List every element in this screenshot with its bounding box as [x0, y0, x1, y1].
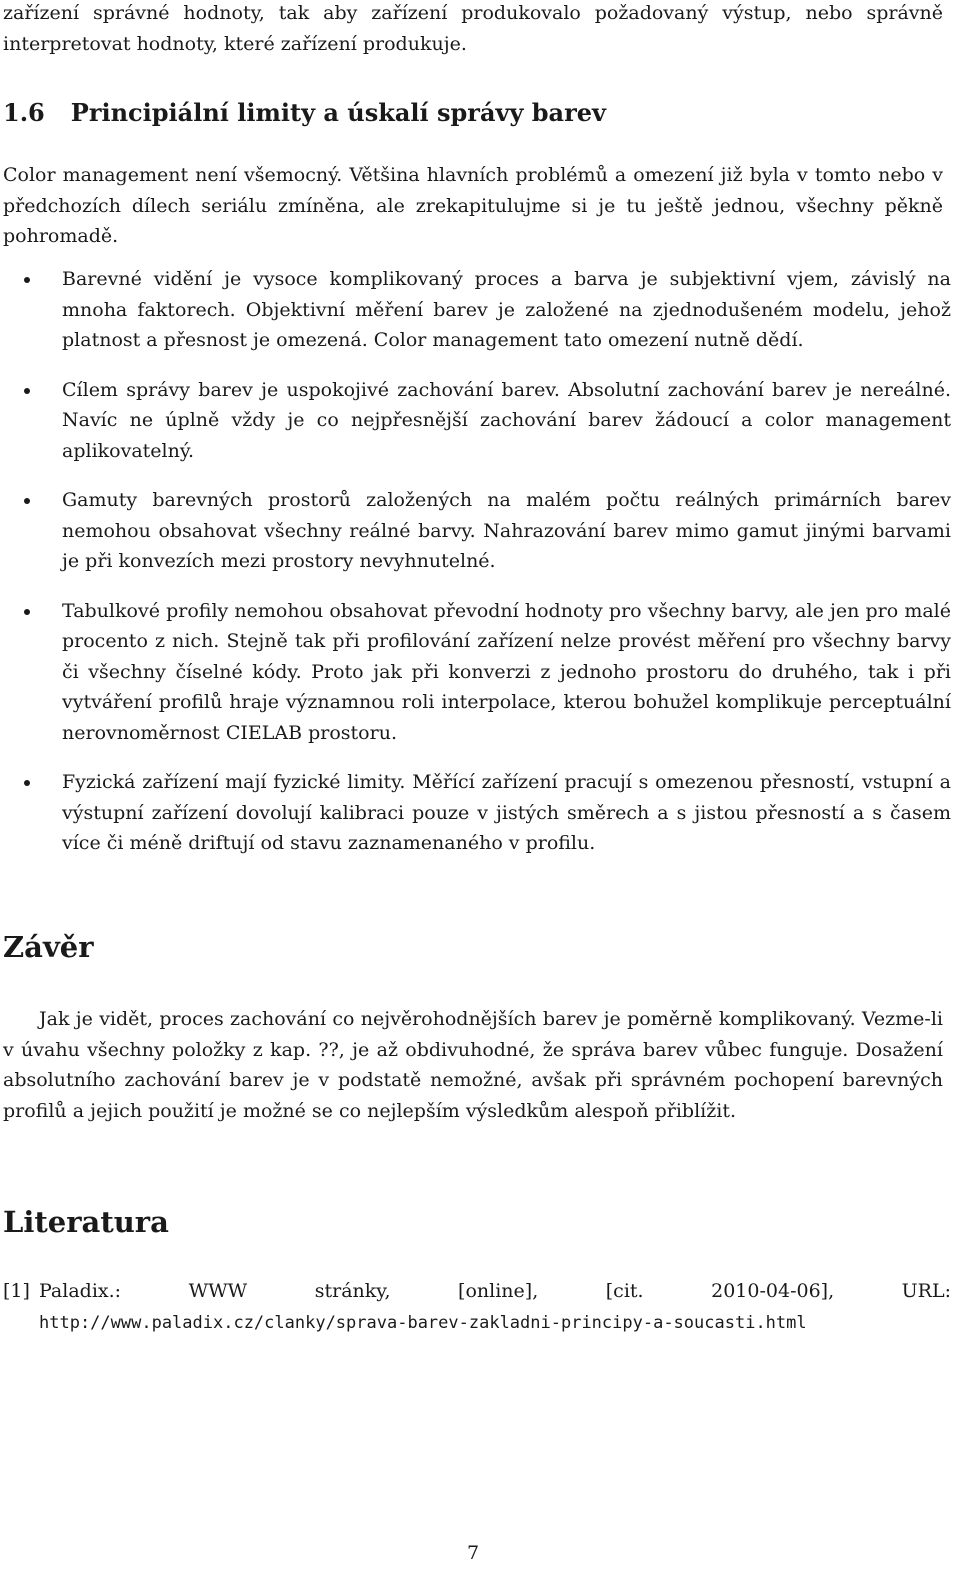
bullet-icon: [24, 609, 30, 615]
bullet-icon: [24, 277, 30, 283]
section-number: 1.6: [3, 98, 45, 127]
list-item: [3, 596, 951, 749]
section-intro-paragraph: Color management není všemocný. Většina hlavních problémů a omezení již byla v tomto nebo v předchozích dílech seriálu zmíněna, ale zrekapitulujme si je tu ještě jednou, všechny pěkně pohromadě.: [3, 164, 943, 247]
bibliography-text: Paladix.: WWW stránky, [online], [cit. 2010-04-06], URL:: [39, 1280, 951, 1302]
literature-heading: Literatura: [3, 1205, 169, 1239]
reference-link[interactable]: http://www.paladix.cz/clanky/sprava-barev-zakladni-principy-a-soucasti.html: [39, 1312, 807, 1333]
section-title: Principiální limity a úskalí správy barev: [70, 98, 606, 127]
bullet-icon: [24, 388, 30, 394]
limitations-list: [3, 264, 951, 878]
list-item: [3, 264, 951, 356]
bibliography-entry: [3, 1276, 951, 1338]
section-heading: [3, 98, 606, 127]
list-item: [3, 485, 951, 577]
list-item-text: Tabulkové profily nemohou obsahovat převodní hodnoty pro všechny barvy, ale jen pro malé procento z nich. Stejně tak při profilování zařízení nelze provést měření pro všechny barvy či všechny číselné kódy. Proto jak při konverzi z jednoho prostoru do druhého, tak i při vytváření profilů hraje významnou roli interpolace, kterou bohužel komplikuje perceptuální nerovnoměrnost CIELAB prostoru.: [62, 599, 951, 744]
list-item-text: Fyzická zařízení mají fyzické limity. Měřící zařízení pracují s omezenou přesností, vstupní a výstupní zařízení dovolují kalibraci pouze v jistých směrech a s jistou přesností a s časem více či méně driftují od stavu zaznamenaného v profilu.: [62, 771, 951, 854]
list-item: [3, 375, 951, 467]
list-item-text: Cílem správy barev je uspokojivé zachování barev. Absolutní zachování barev je nereálné. Navíc ne úplně vždy je co nejpřesnější zachování barev žádoucí a color management aplikovatelný.: [62, 378, 951, 462]
conclusion-paragraph: Jak je vidět, proces zachování co nejvěrohodnějších barev je poměrně komplikovaný. Vezme-li v úvahu všechny položky z kap. ??, je až obdivuhodné, že správa barev vůbec funguje. Dosažení absolutního zachování barev je v podstatě nemožné, avšak při správném pochopení barevných profilů a jejich použití je možné se co nejlepším výsledkům alespoň přiblížit.: [3, 1008, 943, 1122]
conclusion-heading: Závěr: [3, 930, 94, 964]
list-item: [3, 767, 951, 859]
bibliography-label: [1]: [3, 1280, 30, 1302]
list-item-text: Barevné vidění je vysoce komplikovaný proces a barva je subjektivní vjem, závislý na mnoha faktorech. Objektivní měření barev je založené na zjednodušeném modelu, jehož platnost a přesnost je omezená. Color management tato omezení nutně dědí.: [62, 268, 951, 351]
page-number: 7: [466, 1542, 480, 1564]
bullet-icon: [24, 780, 30, 786]
list-item-text: Gamuty barevných prostorů založených na malém počtu reálných primárních barev nemohou obsahovat všechny reálné barvy. Nahrazování barev mimo gamut jinými barvami je při konvezích mezi prostory nevyhnutelné.: [62, 489, 951, 572]
bullet-icon: [24, 498, 30, 504]
previous-section-continuation: zařízení správné hodnoty, tak aby zařízení produkovalo požadovaný výstup, nebo správně interpretovat hodnoty, které zařízení produkuje.: [3, 2, 943, 55]
